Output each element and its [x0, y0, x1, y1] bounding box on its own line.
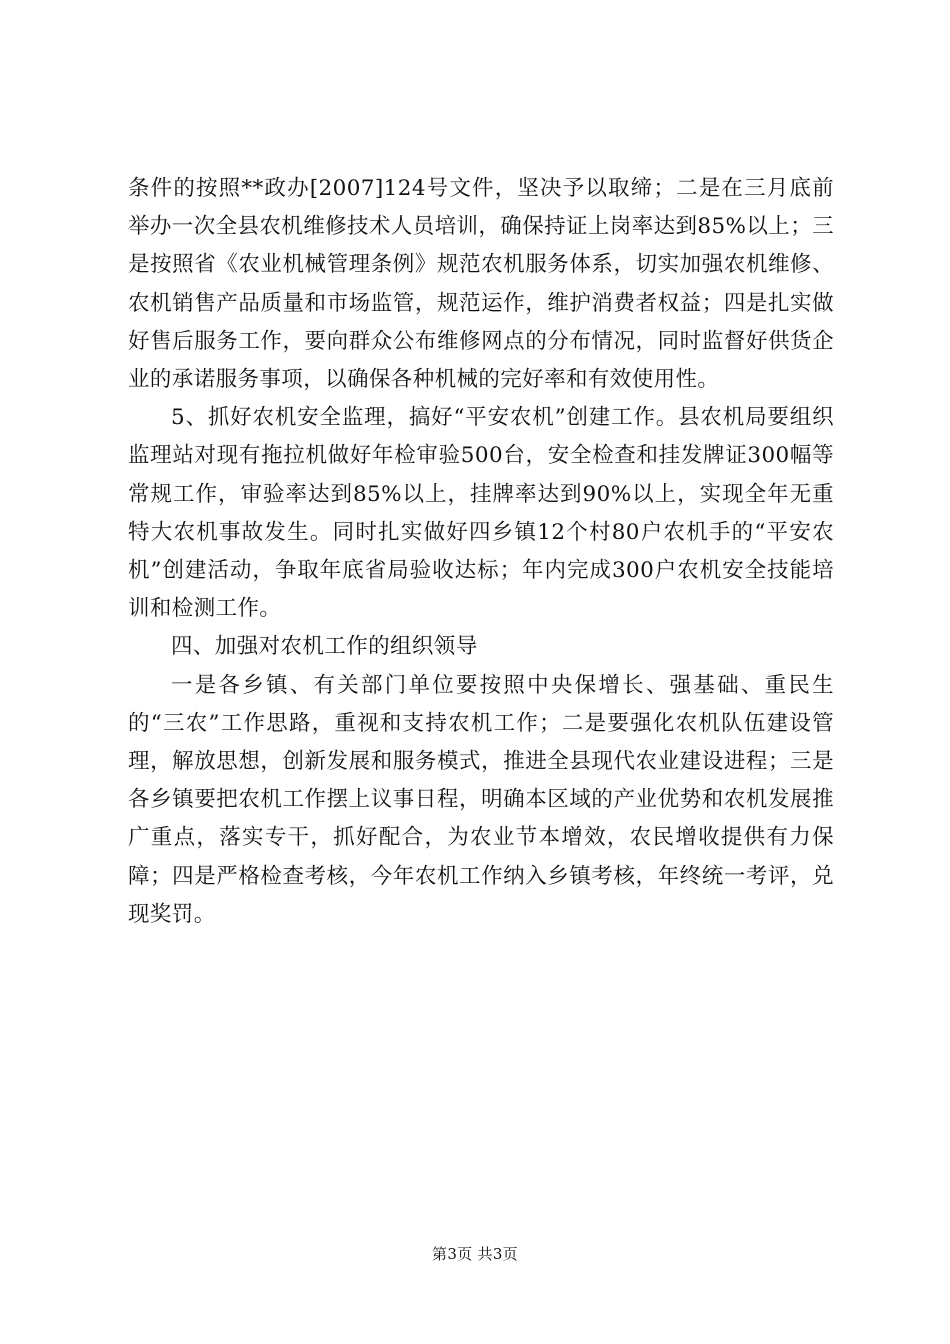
paragraph-section-4-body: 一是各乡镇、有关部门单位要按照中央保增长、强基础、重民生的“三农”工作思路，重视和支持农机工作；二是要强化农机队伍建设管理，解放思想，创新发展和服务模式，推进全县现代农业建设进程；三是各乡镇要把农机工作摆上议事日程，明确本区域的产业优势和农机发展推广重点，落实专干，抓好配合，为农业节本增效，农民增收提供有力保障；四是严格检查考核，今年农机工作纳入乡镇考核，年终统一考评，兑现奖罚。: [128, 672, 834, 927]
paragraph-item-5: 5、抓好农机安全监理，搞好“平安农机”创建工作。县农机局要组织监理站对现有拖拉机做好年检审验500台，安全检查和挂发牌证300幅等常规工作，审验率达到85%以上，挂牌率达到90%以上，实现全年无重特大农机事故发生。同时扎实做好四乡镇12个村80户农机手的“平安农机”创建活动，争取年底省局验收达标；年内完成300户农机安全技能培训和检测工作。: [128, 405, 834, 622]
section-heading-4: 四、加强对农机工作的组织领导: [171, 634, 478, 660]
paragraph-continued: 条件的按照**政办[2007]124号文件，坚决予以取缔；二是在三月底前举办一次全县农机维修技术人员培训，确保持证上岗率达到85%以上；三是按照省《农业机械管理条例》规范农机服务体系，切实加强农机维修、农机销售产品质量和市场监管，规范运作，维护消费者权益；四是扎实做好售后服务工作，要向群众公布维修网点的分布情况，同时监督好供货企业的承诺服务事项，以确保各种机械的完好率和有效使用性。: [128, 176, 834, 393]
page-number-footer: 第3页 共3页: [432, 1245, 518, 1263]
document-body: [128, 170, 834, 934]
